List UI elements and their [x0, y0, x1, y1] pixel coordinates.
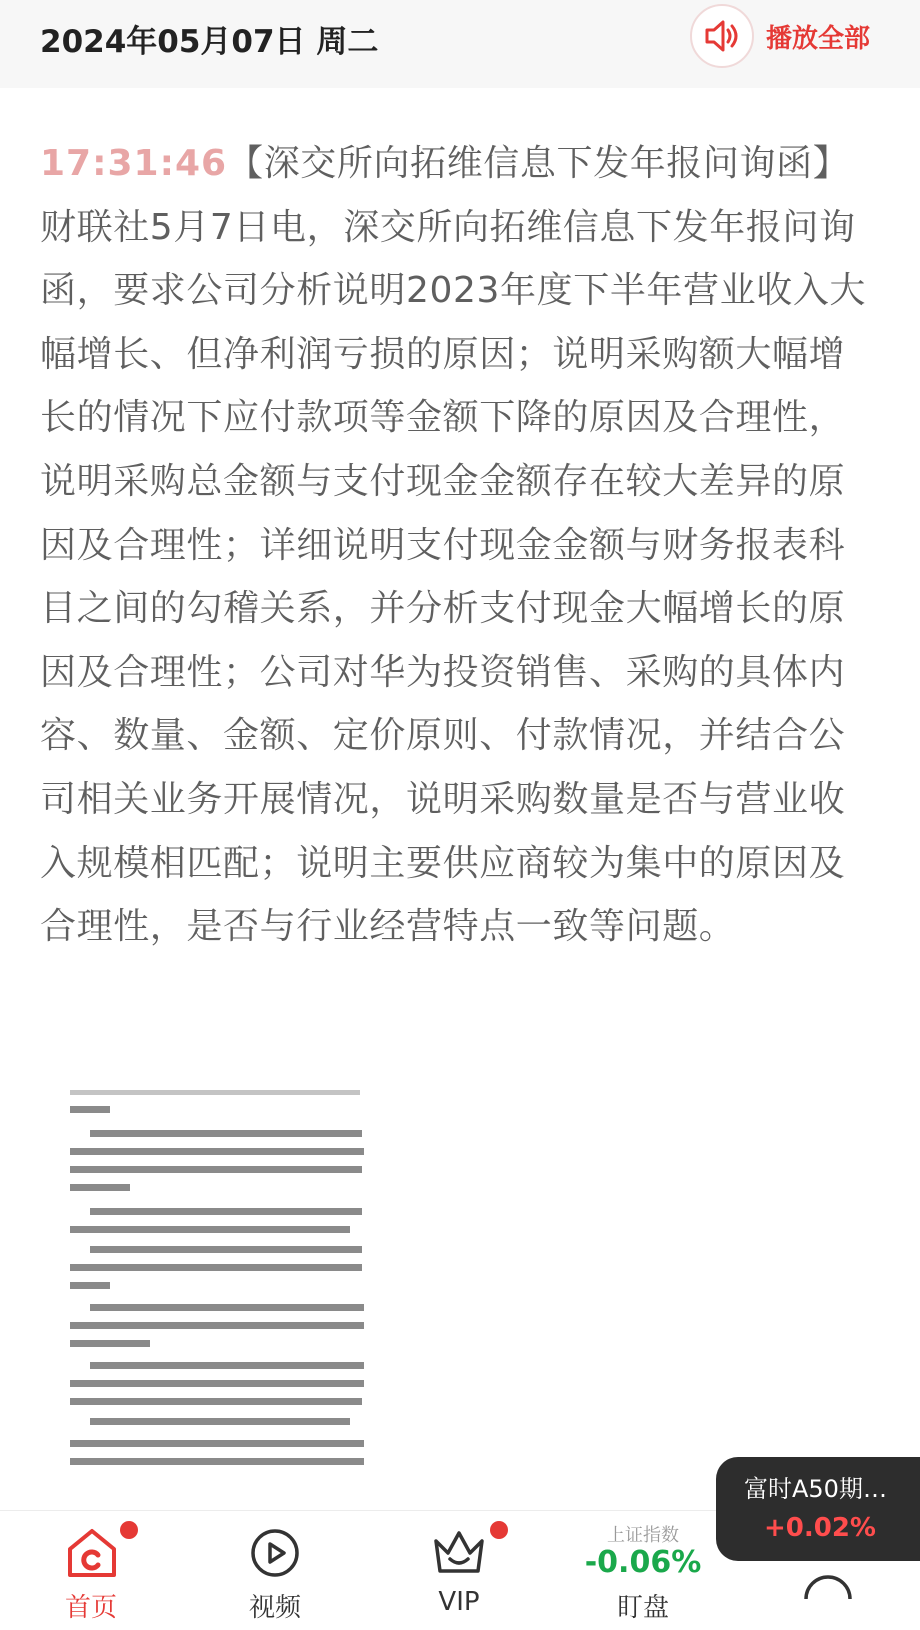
- play-all-button[interactable]: 播放全部: [766, 24, 871, 54]
- speaker-icon[interactable]: [690, 4, 754, 68]
- nav-video-label: 视频: [248, 1593, 301, 1623]
- vip-badge-dot: [490, 1521, 508, 1539]
- nav-home-label: 首页: [64, 1593, 117, 1623]
- nav-video[interactable]: [210, 1511, 340, 1630]
- futures-widget[interactable]: [716, 1457, 920, 1561]
- index-value: -0.06%: [584, 1545, 702, 1580]
- news-body: 【深交所向拓维信息下发年报问询函】财联社5月7日电，深交所向拓维信息下发年报问询函，要求公司分析说明2023年度下半年营业收入大幅增长、但净利润亏损的原因；说明采购额大幅增长的情况下应付款项等金额下降的原因及合理性，说明采购总金额与支付现金金额存在较大差异的原因及合理性；详细说明支付现金金额与财务报表科目之间的勾稽关系，并分析支付现金大幅增长的原因及合理性；公司对华为投资销售、采购的具体内容、数量、金额、定价原则、付款情况，并结合公司相关业务开展情况，说明采购数量是否与营业收入规模相匹配；说明主要供应商较为集中的原因及合理性，是否与行业经营特点一致等问题。: [40, 143, 867, 948]
- futures-change: +0.02%: [764, 1513, 876, 1543]
- home-icon: [62, 1523, 122, 1583]
- news-time: 17:31:46: [40, 143, 228, 184]
- nav-market[interactable]: [578, 1511, 708, 1630]
- date-label: 2024年05月07日 周二: [40, 24, 379, 60]
- futures-name: 富时A50期…: [744, 1475, 887, 1503]
- top-bar: [0, 0, 920, 88]
- document-lines-graphic: [64, 1090, 382, 1468]
- nav-home[interactable]: [26, 1511, 156, 1630]
- more-icon: [800, 1569, 856, 1609]
- play-circle-icon: [247, 1525, 303, 1581]
- nav-vip[interactable]: [394, 1511, 524, 1630]
- index-name: 上证指数: [607, 1525, 679, 1546]
- nav-market-label: 盯盘: [616, 1593, 669, 1623]
- crown-icon: [428, 1525, 490, 1581]
- news-article: [40, 132, 880, 959]
- home-badge-dot: [120, 1521, 138, 1539]
- nav-vip-label: VIP: [438, 1587, 480, 1617]
- inquiry-letter-image[interactable]: [64, 1090, 382, 1468]
- play-all-button-icon-wrap[interactable]: [684, 1, 764, 67]
